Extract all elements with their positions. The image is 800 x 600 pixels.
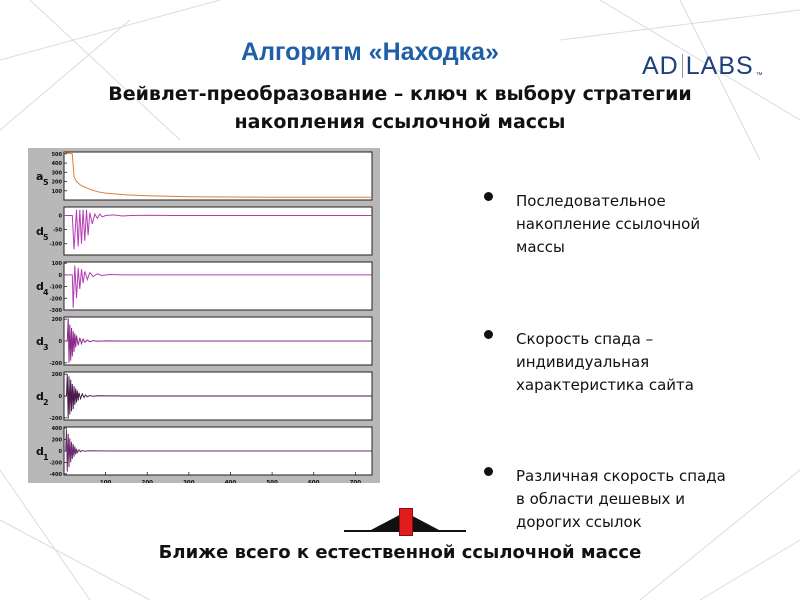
logo-left-text: AD: [642, 52, 679, 80]
logo-divider: [682, 54, 683, 78]
bullet-line: индивидуальная: [516, 353, 650, 371]
x-tick-label: 200: [141, 480, 153, 483]
y-tick-label: 0: [58, 213, 62, 220]
panel-label-subscript: 2: [43, 398, 49, 407]
y-tick-label: 400: [51, 161, 62, 168]
scale-marker-icon: [399, 508, 413, 536]
subtitle: [60, 80, 740, 136]
bullet-dot-icon: [484, 192, 493, 201]
bullet-line: в области дешевых и: [516, 490, 685, 508]
subtitle-line-2: накопления ссылочной массы: [234, 111, 566, 133]
bullet-line: характеристика сайта: [516, 376, 694, 394]
y-tick-label: -200: [49, 460, 62, 467]
panel-frame: [64, 262, 372, 310]
panel-label-subscript: 3: [43, 343, 49, 352]
bullet-line: массы: [516, 238, 565, 256]
panel-label: a: [36, 170, 44, 183]
adlabs-logo: [642, 52, 764, 81]
y-tick-label: -100: [49, 284, 62, 291]
bullet-dot-icon: [484, 330, 493, 339]
panel-label-subscript: 5: [43, 178, 49, 187]
x-tick-label: 700: [349, 480, 362, 483]
y-tick-label: 100: [51, 261, 62, 268]
y-tick-label: 300: [51, 170, 62, 177]
y-tick-label: -200: [49, 360, 62, 367]
y-tick-label: 0: [58, 394, 62, 400]
y-tick-label: -50: [52, 227, 62, 234]
bullet-line: Различная скорость спада: [516, 467, 726, 485]
logo-right-text: LABS: [685, 52, 754, 80]
panel-frame: [64, 152, 372, 200]
y-tick-label: -400: [49, 471, 62, 478]
wavelet-figure: [28, 148, 380, 483]
bullet-text: [516, 328, 756, 397]
panel-label-subscript: 1: [43, 453, 49, 462]
bullet-line: накопление ссылочной: [516, 215, 701, 233]
y-tick-label: 200: [51, 179, 62, 186]
wavelet-chart: [28, 148, 380, 483]
panel-frame: [64, 207, 372, 255]
panel-label-subscript: 5: [43, 233, 49, 242]
panel-label: d: [36, 335, 44, 348]
x-tick-label: 300: [183, 480, 195, 483]
y-tick-label: 0: [58, 449, 62, 455]
bullet-text: [516, 190, 756, 259]
x-tick-label: 500: [266, 480, 278, 483]
y-tick-label: 200: [51, 437, 62, 444]
y-tick-label: -300: [49, 308, 62, 314]
y-tick-label: -200: [49, 415, 62, 422]
panel-label-subscript: 4: [43, 288, 49, 297]
bullet-line: Последовательное: [516, 192, 666, 210]
subtitle-line-1: Вейвлет-преобразование – ключ к выбору стратегии: [108, 83, 692, 105]
y-tick-label: 0: [58, 272, 62, 279]
bullet-dot-icon: [484, 467, 493, 476]
page-title: Алгоритм «Находка»: [241, 38, 499, 66]
y-tick-label: 200: [51, 317, 62, 324]
panel-label: d: [36, 390, 44, 403]
panel-label: d: [36, 280, 44, 293]
bullet-line: дорогих ссылок: [516, 513, 642, 531]
y-tick-label: 0: [58, 339, 62, 345]
logo-trademark: ™: [755, 72, 764, 79]
footer-caption: Ближе всего к естественной ссылочной массе: [158, 542, 642, 563]
y-tick-label: 200: [51, 372, 62, 379]
x-tick-label: 100: [99, 480, 112, 483]
y-tick-label: -200: [49, 296, 62, 303]
bullet-text: [516, 465, 756, 534]
bullet-line: Скорость спада –: [516, 330, 654, 348]
y-tick-label: -100: [49, 241, 62, 248]
panel-label: d: [36, 225, 44, 238]
x-tick-label: 400: [224, 480, 237, 483]
y-tick-label: 500: [51, 151, 62, 158]
x-tick-label: 600: [307, 480, 320, 483]
y-tick-label: 400: [51, 426, 62, 433]
panel-label: d: [36, 445, 44, 458]
y-tick-label: 100: [51, 188, 62, 195]
